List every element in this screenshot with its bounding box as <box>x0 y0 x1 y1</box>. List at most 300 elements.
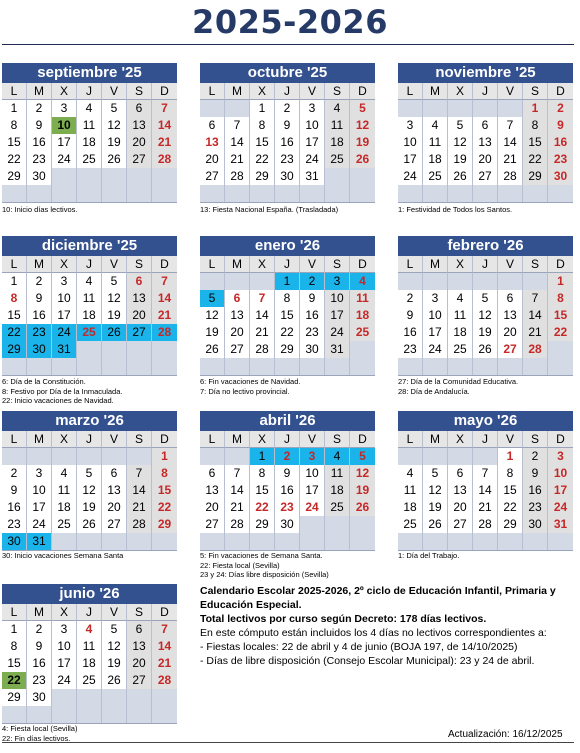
day-cell: 7 <box>473 465 498 482</box>
empty-day-cell <box>300 533 325 550</box>
day-cell: 7 <box>127 465 152 482</box>
note-line: 4: Fiesta local (Sevilla) <box>2 724 78 733</box>
day-cell: 2 <box>275 448 300 465</box>
empty-day-cell <box>300 358 325 375</box>
day-cell: 4 <box>350 273 375 290</box>
day-cell: 5 <box>350 448 375 465</box>
month-calendar <box>398 236 573 376</box>
weekday-header: V <box>498 431 523 448</box>
empty-day-cell <box>523 273 548 290</box>
day-cell: 30 <box>2 533 27 550</box>
day-cell: 7 <box>225 465 250 482</box>
month-notes <box>398 377 518 396</box>
empty-day-cell <box>548 341 573 358</box>
day-cell: 2 <box>548 100 573 117</box>
day-cell: 12 <box>350 117 375 134</box>
day-cell: 6 <box>200 465 225 482</box>
empty-day-cell <box>325 185 350 202</box>
day-cell: 16 <box>300 307 325 324</box>
day-cell: 7 <box>152 273 177 290</box>
day-cell: 30 <box>548 168 573 185</box>
day-cell: 18 <box>448 324 473 341</box>
day-cell: 25 <box>350 324 375 341</box>
weekday-header: J <box>473 256 498 273</box>
calendar-info <box>200 584 575 668</box>
day-cell: 15 <box>2 307 27 324</box>
day-cell: 3 <box>52 273 77 290</box>
empty-day-cell <box>2 185 27 202</box>
day-cell: 24 <box>52 324 77 341</box>
day-cell: 7 <box>523 290 548 307</box>
day-cell: 11 <box>448 307 473 324</box>
day-cell: 9 <box>275 117 300 134</box>
day-cell: 4 <box>398 465 423 482</box>
day-cell: 13 <box>448 482 473 499</box>
day-cell: 8 <box>250 465 275 482</box>
day-cell: 11 <box>350 290 375 307</box>
weekday-header: L <box>200 256 225 273</box>
month-title: febrero '26 <box>398 236 573 256</box>
empty-day-cell <box>200 273 225 290</box>
empty-day-cell <box>275 358 300 375</box>
empty-day-cell <box>250 358 275 375</box>
empty-day-cell <box>448 358 473 375</box>
empty-day-cell <box>473 100 498 117</box>
empty-day-cell <box>448 273 473 290</box>
weekday-header: M <box>27 256 52 273</box>
day-cell: 20 <box>448 499 473 516</box>
empty-day-cell <box>398 448 423 465</box>
empty-day-cell <box>127 689 152 706</box>
day-cell: 5 <box>448 117 473 134</box>
weekday-header: V <box>300 83 325 100</box>
day-cell: 19 <box>102 307 127 324</box>
month-calendar <box>200 411 375 551</box>
day-cell: 8 <box>548 290 573 307</box>
day-cell: 3 <box>52 621 77 638</box>
weekday-header: X <box>52 256 77 273</box>
day-cell: 14 <box>152 638 177 655</box>
day-cell: 9 <box>27 638 52 655</box>
day-cell: 30 <box>27 168 52 185</box>
day-cell: 4 <box>325 448 350 465</box>
day-cell: 29 <box>2 341 27 358</box>
day-cell: 25 <box>448 341 473 358</box>
day-cell: 19 <box>448 151 473 168</box>
day-cell: 25 <box>325 151 350 168</box>
day-cell: 22 <box>250 499 275 516</box>
day-cell: 1 <box>250 100 275 117</box>
empty-day-cell <box>77 168 102 185</box>
weekday-header: D <box>152 83 177 100</box>
empty-day-cell <box>77 448 102 465</box>
weekday-header: M <box>225 256 250 273</box>
empty-day-cell <box>225 358 250 375</box>
day-cell: 8 <box>2 290 27 307</box>
day-cell: 5 <box>102 100 127 117</box>
empty-day-cell <box>548 185 573 202</box>
note-line: 6: Día de la Constitución. <box>2 377 86 386</box>
day-cell: 26 <box>102 672 127 689</box>
day-cell: 19 <box>77 499 102 516</box>
weekday-header: X <box>52 83 77 100</box>
day-cell: 23 <box>548 151 573 168</box>
weekday-header: J <box>473 83 498 100</box>
day-cell: 14 <box>225 482 250 499</box>
empty-day-cell <box>523 533 548 550</box>
day-cell: 2 <box>27 273 52 290</box>
day-cell: 26 <box>423 516 448 533</box>
day-cell: 1 <box>2 100 27 117</box>
day-cell: 28 <box>225 168 250 185</box>
month-title: mayo '26 <box>398 411 573 431</box>
day-cell: 21 <box>152 134 177 151</box>
day-cell: 18 <box>398 499 423 516</box>
day-cell: 2 <box>27 621 52 638</box>
day-cell: 13 <box>225 307 250 324</box>
empty-day-cell <box>77 533 102 550</box>
day-cell: 26 <box>102 324 127 341</box>
day-cell: 14 <box>523 307 548 324</box>
day-cell: 17 <box>325 307 350 324</box>
day-cell: 6 <box>200 117 225 134</box>
empty-day-cell <box>102 533 127 550</box>
day-cell: 3 <box>398 117 423 134</box>
empty-day-cell <box>77 689 102 706</box>
month-title: enero '26 <box>200 236 375 256</box>
day-cell: 19 <box>102 134 127 151</box>
month-calendar <box>2 63 177 203</box>
empty-day-cell <box>423 273 448 290</box>
day-cell: 3 <box>27 465 52 482</box>
day-cell: 16 <box>27 134 52 151</box>
day-cell: 22 <box>275 324 300 341</box>
day-cell: 17 <box>52 134 77 151</box>
day-cell: 5 <box>473 290 498 307</box>
weekday-header: X <box>250 256 275 273</box>
day-cell: 26 <box>350 151 375 168</box>
empty-day-cell <box>127 341 152 358</box>
empty-day-cell <box>152 706 177 723</box>
day-cell: 28 <box>152 151 177 168</box>
day-cell: 21 <box>498 151 523 168</box>
empty-day-cell <box>127 185 152 202</box>
weekday-header: V <box>498 83 523 100</box>
weekday-header: S <box>325 83 350 100</box>
day-cell: 10 <box>52 638 77 655</box>
weekday-header: D <box>152 256 177 273</box>
weekday-header: X <box>250 83 275 100</box>
weekday-header: V <box>102 431 127 448</box>
empty-day-cell <box>102 168 127 185</box>
empty-day-cell <box>473 533 498 550</box>
month-notes <box>398 205 512 215</box>
day-cell: 28 <box>473 516 498 533</box>
day-cell: 28 <box>225 516 250 533</box>
empty-day-cell <box>423 448 448 465</box>
day-cell: 8 <box>152 465 177 482</box>
day-cell: 12 <box>77 482 102 499</box>
month-calendar <box>2 236 177 376</box>
day-cell: 23 <box>275 499 300 516</box>
empty-day-cell <box>152 358 177 375</box>
weekday-header: J <box>473 431 498 448</box>
day-cell: 3 <box>548 448 573 465</box>
update-date: Actualización: 16/12/2025 <box>448 729 563 740</box>
day-cell: 11 <box>77 290 102 307</box>
day-cell: 11 <box>325 465 350 482</box>
day-cell: 30 <box>27 341 52 358</box>
day-cell: 12 <box>200 307 225 324</box>
day-cell: 13 <box>498 307 523 324</box>
page-title: 2025-2026 <box>192 3 388 41</box>
day-cell: 30 <box>275 516 300 533</box>
day-cell: 13 <box>102 482 127 499</box>
day-cell: 15 <box>2 134 27 151</box>
empty-day-cell <box>27 358 52 375</box>
day-cell: 9 <box>398 307 423 324</box>
empty-day-cell <box>77 185 102 202</box>
empty-day-cell <box>225 533 250 550</box>
day-cell: 21 <box>152 307 177 324</box>
day-cell: 27 <box>498 341 523 358</box>
day-cell: 13 <box>200 482 225 499</box>
day-cell: 29 <box>152 516 177 533</box>
empty-day-cell <box>152 341 177 358</box>
empty-day-cell <box>127 168 152 185</box>
weekday-header: L <box>398 83 423 100</box>
weekday-header: D <box>548 431 573 448</box>
day-cell: 4 <box>77 621 102 638</box>
day-cell: 21 <box>225 151 250 168</box>
weekday-header: S <box>127 431 152 448</box>
day-cell: 26 <box>473 341 498 358</box>
month-notes <box>200 377 300 396</box>
day-cell: 23 <box>27 151 52 168</box>
empty-day-cell <box>498 273 523 290</box>
empty-day-cell <box>77 341 102 358</box>
day-cell: 12 <box>102 290 127 307</box>
day-cell: 27 <box>102 516 127 533</box>
day-cell: 16 <box>523 482 548 499</box>
weekday-header: J <box>77 256 102 273</box>
day-cell: 18 <box>52 499 77 516</box>
day-cell: 16 <box>275 482 300 499</box>
day-cell: 23 <box>275 151 300 168</box>
day-cell: 25 <box>325 499 350 516</box>
day-cell: 6 <box>473 117 498 134</box>
day-cell: 3 <box>325 273 350 290</box>
day-cell: 3 <box>300 100 325 117</box>
info-line-4: En este cómputo están incluidos los 4 días no lectivos correspondientes a: <box>200 627 547 639</box>
empty-day-cell <box>423 533 448 550</box>
day-cell: 20 <box>127 134 152 151</box>
day-cell: 12 <box>102 638 127 655</box>
empty-day-cell <box>473 448 498 465</box>
weekday-header: J <box>275 83 300 100</box>
day-cell: 28 <box>523 341 548 358</box>
day-cell: 1 <box>152 448 177 465</box>
weekday-header: J <box>275 256 300 273</box>
empty-day-cell <box>350 358 375 375</box>
weekday-header: V <box>102 604 127 621</box>
weekday-header: S <box>523 256 548 273</box>
empty-day-cell <box>152 185 177 202</box>
day-cell: 31 <box>300 168 325 185</box>
weekday-header: V <box>300 256 325 273</box>
day-cell: 10 <box>423 307 448 324</box>
day-cell: 22 <box>152 499 177 516</box>
empty-day-cell <box>473 273 498 290</box>
day-cell: 16 <box>548 134 573 151</box>
weekday-header: L <box>2 431 27 448</box>
day-cell: 3 <box>52 100 77 117</box>
empty-day-cell <box>398 100 423 117</box>
day-cell: 2 <box>2 465 27 482</box>
day-cell: 24 <box>52 151 77 168</box>
empty-day-cell <box>225 100 250 117</box>
note-line: 1: Día del Trabajo. <box>398 551 460 560</box>
weekday-header: J <box>275 431 300 448</box>
day-cell: 28 <box>152 672 177 689</box>
note-line: 8: Festivo por Día de la Inmaculada. <box>2 386 123 396</box>
day-cell: 14 <box>152 117 177 134</box>
empty-day-cell <box>498 533 523 550</box>
day-cell: 27 <box>127 672 152 689</box>
empty-day-cell <box>27 185 52 202</box>
day-cell: 1 <box>2 273 27 290</box>
day-cell: 10 <box>52 117 77 134</box>
weekday-header: V <box>102 256 127 273</box>
day-cell: 23 <box>523 499 548 516</box>
day-cell: 25 <box>398 516 423 533</box>
empty-day-cell <box>350 341 375 358</box>
day-cell: 31 <box>52 341 77 358</box>
empty-day-cell <box>523 185 548 202</box>
day-cell: 14 <box>250 307 275 324</box>
day-cell: 13 <box>127 638 152 655</box>
empty-day-cell <box>102 358 127 375</box>
weekday-header: S <box>127 604 152 621</box>
day-cell: 16 <box>275 134 300 151</box>
weekday-header: D <box>350 83 375 100</box>
day-cell: 28 <box>498 168 523 185</box>
info-line-1: Calendario Escolar 2025-2026, 2º ciclo de Educación Infantil, Primaria y <box>200 585 556 597</box>
day-cell: 22 <box>2 672 27 689</box>
day-cell: 20 <box>127 307 152 324</box>
day-cell: 22 <box>548 324 573 341</box>
month-days-grid <box>200 83 375 203</box>
day-cell: 24 <box>52 672 77 689</box>
day-cell: 16 <box>2 499 27 516</box>
empty-day-cell <box>127 448 152 465</box>
title-divider <box>2 44 574 45</box>
empty-day-cell <box>548 533 573 550</box>
empty-day-cell <box>52 358 77 375</box>
day-cell: 8 <box>498 465 523 482</box>
month-days-grid <box>398 431 573 551</box>
day-cell: 25 <box>77 672 102 689</box>
day-cell: 6 <box>102 465 127 482</box>
day-cell: 9 <box>275 465 300 482</box>
day-cell: 28 <box>250 341 275 358</box>
day-cell: 23 <box>2 516 27 533</box>
day-cell: 10 <box>52 290 77 307</box>
month-calendar <box>398 63 573 203</box>
month-calendar <box>2 411 177 551</box>
weekday-header: D <box>152 431 177 448</box>
day-cell: 18 <box>325 482 350 499</box>
day-cell: 27 <box>473 168 498 185</box>
day-cell: 23 <box>27 324 52 341</box>
day-cell: 15 <box>152 482 177 499</box>
day-cell: 9 <box>2 482 27 499</box>
month-notes <box>200 551 329 580</box>
day-cell: 14 <box>225 134 250 151</box>
day-cell: 14 <box>498 134 523 151</box>
empty-day-cell <box>300 185 325 202</box>
day-cell: 29 <box>523 168 548 185</box>
empty-day-cell <box>27 448 52 465</box>
day-cell: 24 <box>27 516 52 533</box>
day-cell: 24 <box>300 151 325 168</box>
day-cell: 6 <box>498 290 523 307</box>
empty-day-cell <box>398 358 423 375</box>
day-cell: 29 <box>498 516 523 533</box>
day-cell: 12 <box>448 134 473 151</box>
day-cell: 5 <box>102 621 127 638</box>
note-line: 27: Día de la Comunidad Educativa. <box>398 377 519 386</box>
day-cell: 6 <box>127 273 152 290</box>
day-cell: 11 <box>325 117 350 134</box>
note-line: 23 y 24: Días libre disposición (Sevilla) <box>200 570 329 579</box>
empty-day-cell <box>127 706 152 723</box>
empty-day-cell <box>423 358 448 375</box>
day-cell: 9 <box>27 290 52 307</box>
empty-day-cell <box>250 533 275 550</box>
empty-day-cell <box>250 185 275 202</box>
note-line: 5: Fin vacaciones de Semana Santa. <box>200 551 323 560</box>
empty-day-cell <box>102 706 127 723</box>
empty-day-cell <box>200 358 225 375</box>
day-cell: 15 <box>275 307 300 324</box>
day-cell: 16 <box>398 324 423 341</box>
empty-day-cell <box>152 533 177 550</box>
day-cell: 20 <box>225 324 250 341</box>
month-calendar <box>2 584 177 724</box>
empty-day-cell <box>448 100 473 117</box>
day-cell: 11 <box>52 482 77 499</box>
weekday-header: X <box>448 431 473 448</box>
empty-day-cell <box>200 533 225 550</box>
month-title: diciembre '25 <box>2 236 177 256</box>
empty-day-cell <box>225 273 250 290</box>
day-cell: 1 <box>2 621 27 638</box>
day-cell: 16 <box>27 655 52 672</box>
empty-day-cell <box>325 533 350 550</box>
empty-day-cell <box>350 168 375 185</box>
note-line: 6: Fin vacaciones de Navidad. <box>200 377 301 386</box>
weekday-header: L <box>200 83 225 100</box>
day-cell: 14 <box>152 290 177 307</box>
note-line: 22: Fin días lectivos. <box>2 733 71 743</box>
month-notes <box>200 205 338 215</box>
day-cell: 20 <box>102 499 127 516</box>
weekday-header: D <box>350 431 375 448</box>
day-cell: 19 <box>350 482 375 499</box>
day-cell: 11 <box>423 134 448 151</box>
day-cell: 8 <box>250 117 275 134</box>
